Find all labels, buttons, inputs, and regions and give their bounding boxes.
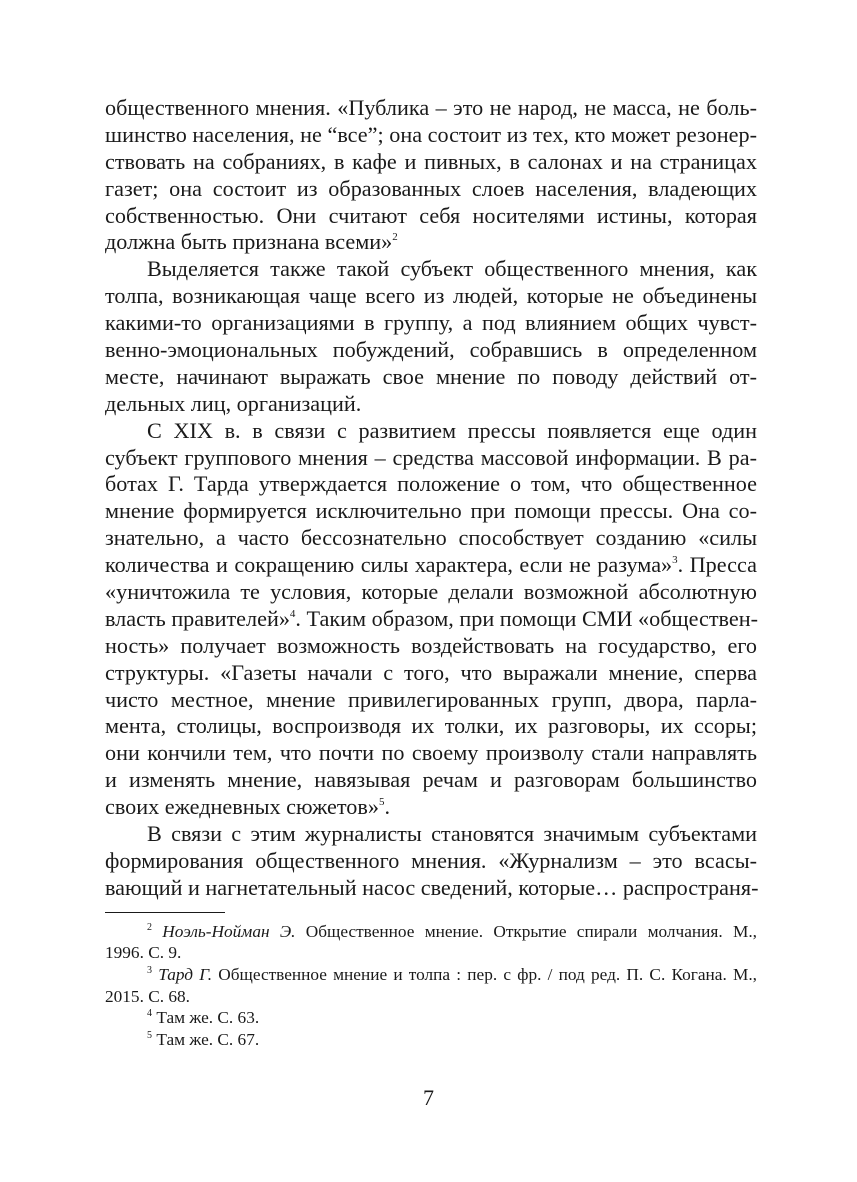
text-line: и изменять мнение, навязывая речам и разговорам большинство xyxy=(105,767,757,793)
text-line: С XIX в. в связи с развитием прессы появляется еще один xyxy=(147,417,757,443)
paragraph-3 xyxy=(105,418,757,821)
text-line: Выделяется также такой субъект общественного мнения, как xyxy=(147,256,757,282)
footnote-number: 4 xyxy=(147,1008,152,1020)
text-line xyxy=(105,552,757,579)
footnote-text: Общественное мнение. Открытие спирали молчания. М., xyxy=(295,921,757,941)
text-fragment: . xyxy=(384,794,390,820)
footnote-2-cont: 1996. С. 9. xyxy=(105,943,182,963)
footnote-5 xyxy=(105,1029,757,1051)
paragraph-2 xyxy=(105,256,757,417)
page-body xyxy=(105,95,757,1050)
text-line: вающий и нагнетательный насос сведений, которые… распространя- xyxy=(105,874,759,900)
footnote-2 xyxy=(105,921,757,943)
text-line: ботах Г. Тарда утверждается положение о том, что общественное xyxy=(105,471,757,497)
text-fragment: количества и сокращению силы характера, если не разума» xyxy=(105,552,673,578)
text-line: шинство населения, не “все”; она состоит из тех, кто может резонер- xyxy=(105,121,757,147)
footnote-ref: 3 xyxy=(672,553,678,566)
text-line: венно-эмоциональных побуждений, собравшись в определенном xyxy=(105,337,757,363)
footnote-text: Там же. С. 67. xyxy=(152,1029,260,1049)
text-line: структуры. «Газеты начали с того, что выражали мнение, сперва xyxy=(105,659,757,685)
footnote-ref: 5 xyxy=(378,795,385,808)
text-line: субъект группового мнения – средства массовой информации. В ра- xyxy=(105,444,757,470)
text-line: ствовать на собраниях, в кафе и пивных, в салонах и на страницах xyxy=(105,148,757,174)
footnote-number: 2 xyxy=(147,921,152,933)
text-line: мнение формируется исключительно при помощи прессы. Она со- xyxy=(105,498,757,524)
paragraph-1 xyxy=(105,95,757,256)
footnote-3-cont: 2015. С. 68. xyxy=(105,986,190,1006)
footnote-ref: 2 xyxy=(392,231,398,244)
footnote-separator xyxy=(105,912,225,913)
text-line: толпа, возникающая чаще всего из людей, которые не объединены xyxy=(105,283,757,309)
text-line: газет; она состоит из образованных слоев населения, владеющих xyxy=(105,175,757,201)
footnote-author: Тард Г. xyxy=(158,964,213,984)
text-fragment: власть правителей» xyxy=(105,605,290,631)
footnote-author: Ноэль-Нойман Э. xyxy=(162,921,296,941)
paragraph-4 xyxy=(105,821,757,902)
text-fragment: . Пресса xyxy=(677,552,757,578)
footnote-text: Общественное мнение и толпа : пер. с фр. / под ред. П. С. Когана. М., xyxy=(212,964,758,984)
footnote-3 xyxy=(105,964,757,986)
text-line: какими-то организациями в группу, а под влиянием общих чувст- xyxy=(105,310,757,336)
page-number: 7 xyxy=(423,1085,434,1110)
text-line: месте, начинают выражать свое мнение по поводу действий от- xyxy=(105,363,757,389)
text-line: чисто местное, мнение привилегированных групп, двора, парла- xyxy=(105,686,757,712)
footnote-4 xyxy=(105,1007,757,1029)
footnote-number: 3 xyxy=(147,965,152,977)
text-line: они кончили тем, что почти по своему произволу стали направлять xyxy=(105,740,757,766)
text-fragment: - xyxy=(750,605,759,631)
text-line xyxy=(105,794,757,821)
footnotes xyxy=(105,921,757,1051)
text-line: мента, столицы, воспроизводя их толки, их разговоры, их ссоры; xyxy=(105,713,757,739)
footnote-text: Там же. С. 63. xyxy=(152,1008,260,1028)
text-fragment: . Таким образом, при помощи СМИ «обществен xyxy=(295,605,751,631)
footnote-ref: 4 xyxy=(289,607,296,620)
text-line: В связи с этим журналисты становятся значимым субъектами xyxy=(147,821,757,847)
text-line: знательно, а часто бессознательно способствует созданию «силы xyxy=(105,525,757,551)
text-line xyxy=(105,606,757,633)
text-line: «уничтожила те условия, которые делали возможной абсолютную xyxy=(105,579,757,605)
text-fragment: своих ежедневных сюжетов» xyxy=(105,794,379,820)
text-line: собственностью. Они считают себя носителями истины, которая xyxy=(105,202,757,228)
text-fragment: должна быть признана всеми» xyxy=(105,229,393,255)
text-line: дельных лиц, организаций. xyxy=(105,390,362,416)
text-line xyxy=(105,229,757,256)
text-line: формирования общественного мнения. «Журнализм – это всасы- xyxy=(105,847,757,873)
footnote-number: 5 xyxy=(147,1029,152,1041)
text-line: ность» получает возможность воздействовать на государство, его xyxy=(105,632,757,658)
text-line: общественного мнения. «Публика – это не народ, не масса, не боль- xyxy=(105,95,757,120)
